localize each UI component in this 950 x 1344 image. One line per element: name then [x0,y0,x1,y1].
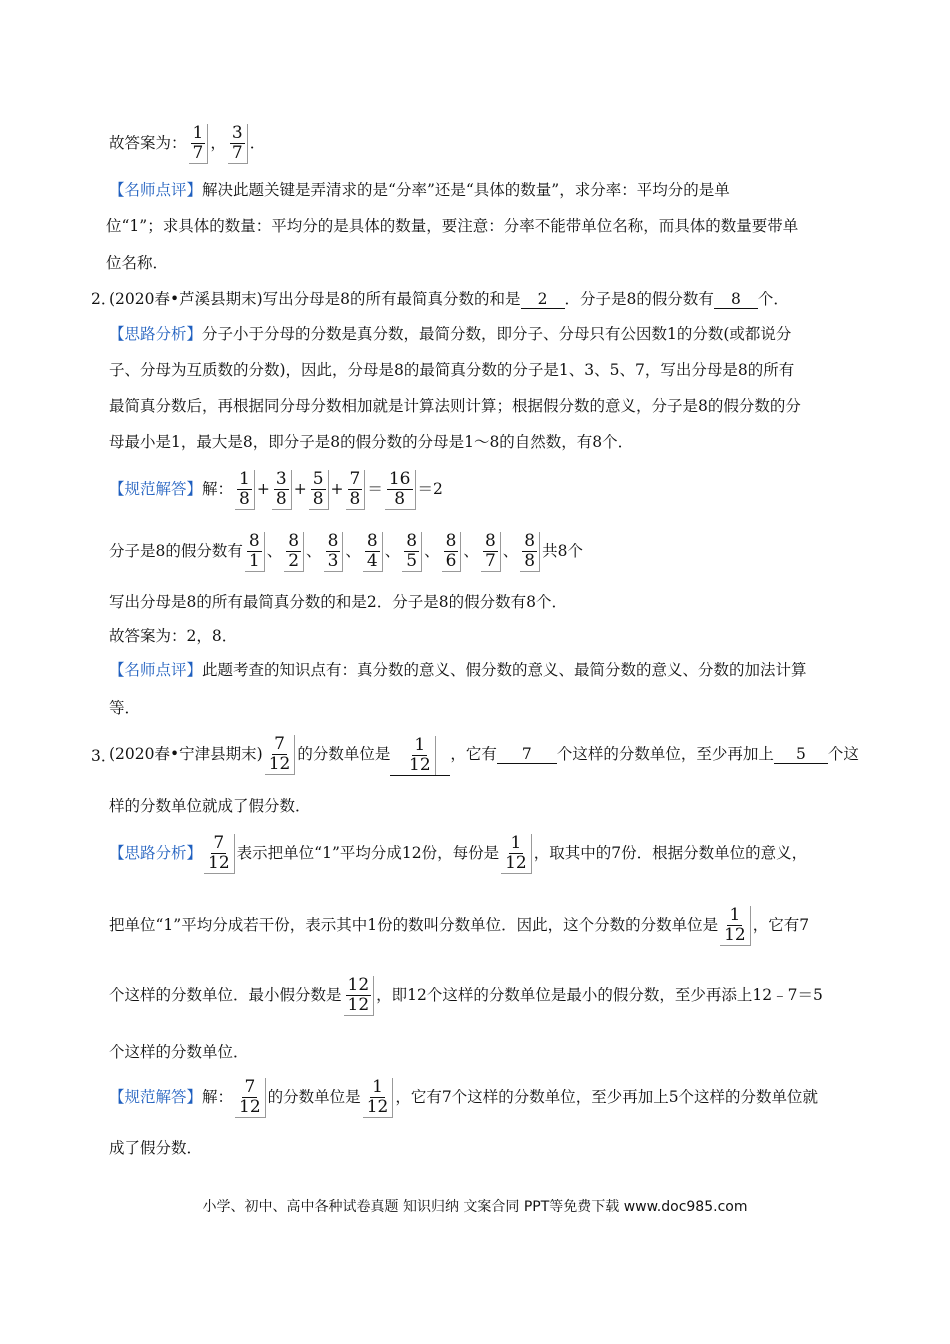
fraction: $\frac{7}{12}$ [235,1078,266,1118]
answer-blank: 2 [521,290,565,309]
fraction: $\frac{1}{12}$ [501,834,532,874]
fraction: $\frac{7}{12}$ [265,735,296,775]
answer-blank [390,736,450,776]
improper-fractions-line: 分子是8的假分数有 $\frac{8}{1}$ 、 $\frac{8}{2}$ 、 $\frac{8}{3}$ 、 $\frac{8}{4}$ 、 $\frac{8}{5}$ 、 $\frac{8}{6}$ 、 $\frac{8}{7}$ 、 $\frac{8}{8}$ 共8个 [109,531,583,571]
analysis-tag: 【思路分析】 [109,844,203,862]
fraction: $\frac{16}{8}$ [385,470,416,510]
solution-2-sum: 【规范解答】解： $\frac{1}{8}$ + $\frac{3}{8}$ + $\frac{5}{8}$ + $\frac{7}{8}$ ＝ $\frac{16}{8}$ ＝2 [109,469,443,509]
analysis-2: 【思路分析】分子小于分母的分数是真分数，最简分数，即分子、分母只有公因数1的分数(或都说分 [109,325,792,343]
analysis-3-line2: 把单位“1”平均分成若干份，表示其中1份的数叫分数单位．因此，这个分数的分数单位是 $\frac{1}{12}$ ，它有7 [109,905,810,945]
comment-tag: 【名师点评】 [109,181,203,199]
comment-1: 【名师点评】解决此题关键是弄清求的是“分率”还是“具体的数量”，求分率：平均分的是单 [109,181,730,199]
question-3-stem: (2020春•宁津县期末) $\frac{7}{12}$ 的分数单位是 $\frac{1}{12}$ ，它有 7 个这样的分数单位，至少再加上 5 个这 [109,734,859,775]
fraction: $\frac{3}{7}$ [228,124,248,164]
fraction: $\frac{8}{7}$ [481,532,501,572]
comment-tag: 【名师点评】 [109,661,203,679]
question-3-stem-line2: 样的分数单位就成了假分数． [109,797,311,815]
fraction: $\frac{7}{12}$ [204,834,235,874]
fraction: $\frac{1}{12}$ [405,736,436,775]
fraction: $\frac{1}{8}$ [235,470,255,510]
analysis-3-line3: 个这样的分数单位．最小假分数是 $\frac{12}{12}$ ，即12个这样的分数单位是最小的假分数，至少再添上12﹣7＝5 [109,975,823,1015]
comment-2-line2: 等． [109,699,141,717]
page-footer: 小学、初中、高中各种试卷真题 知识归纳 文案合同 PPT等免费下载 www.doc985.com [202,1199,748,1215]
solution-tag: 【规范解答】 [109,1088,203,1106]
fraction: $\frac{8}{4}$ [363,532,383,572]
fraction: $\frac{3}{8}$ [272,470,292,510]
question-number: 3． [91,747,117,765]
fraction: $\frac{1}{7}$ [189,124,209,164]
question-2-stem: (2020春•芦溪县期末)写出分母是8的所有最简真分数的和是 2 ．分子是8的假分数有 8 个． [109,290,789,308]
analysis-3-line4: 个这样的分数单位． [109,1043,249,1061]
comment-1-line3: 位名称． [106,254,169,272]
question-number: 2． [91,290,117,308]
fraction: $\frac{8}{6}$ [442,532,462,572]
analysis-2-line3: 最简真分数后，再根据同分母分数相加就是计算法则计算；根据假分数的意义，分子是8的假分数的分 [109,397,801,415]
solution-3-line2: 成了假分数． [109,1139,203,1157]
fraction: $\frac{8}{1}$ [245,532,265,572]
analysis-3-line1: 【思路分析】 $\frac{7}{12}$ 表示把单位“1”平均分成12份，每份是 $\frac{1}{12}$ ，取其中的7份．根据分数单位的意义， [109,833,808,873]
fraction: $\frac{5}{8}$ [309,470,329,510]
analysis-2-line2: 子、分母为互质数的分数)，因此，分母是8的最简真分数的分子是1、3、5、7，写出分母是8的所有 [109,361,795,379]
comment-2: 【名师点评】此题考查的知识点有：真分数的意义、假分数的意义、最简分数的意义、分数的加法计算 [109,661,807,679]
fraction: $\frac{1}{12}$ [720,906,751,946]
conclusion-2: 写出分母是8的所有最简真分数的和是2．分子是8的假分数有8个． [109,593,567,611]
solution-3-line1: 【规范解答】解： $\frac{7}{12}$ 的分数单位是 $\frac{1}{12}$ ，它有7个这样的分数单位，至少再加上5个这样的分数单位就 [109,1077,819,1117]
fraction: $\frac{1}{12}$ [363,1078,394,1118]
fraction: $\frac{12}{12}$ [344,976,375,1016]
fraction: $\frac{8}{8}$ [520,532,540,572]
solution-tag: 【规范解答】 [109,480,203,498]
fraction: $\frac{8}{3}$ [324,532,344,572]
answer-line-1: 故答案为： $\frac{1}{7}$ ， $\frac{3}{7}$ ． [109,123,266,163]
fraction: $\frac{7}{8}$ [346,470,366,510]
answer-blank: 7 [497,745,557,764]
answer-2: 故答案为：2，8． [109,627,238,645]
comment-1-line2: 位“1”；求具体的数量：平均分的是具体的数量，要注意：分率不能带单位名称，而具体的数量要带单 [106,217,799,235]
answer-blank: 8 [714,290,758,309]
analysis-tag: 【思路分析】 [109,325,203,343]
answer-blank: 5 [774,745,828,764]
fraction: $\frac{8}{5}$ [402,532,422,572]
analysis-2-line4: 母最小是1，最大是8，即分子是8的假分数的分母是1～8的自然数，有8个． [109,433,634,451]
fraction: $\frac{8}{2}$ [284,532,304,572]
